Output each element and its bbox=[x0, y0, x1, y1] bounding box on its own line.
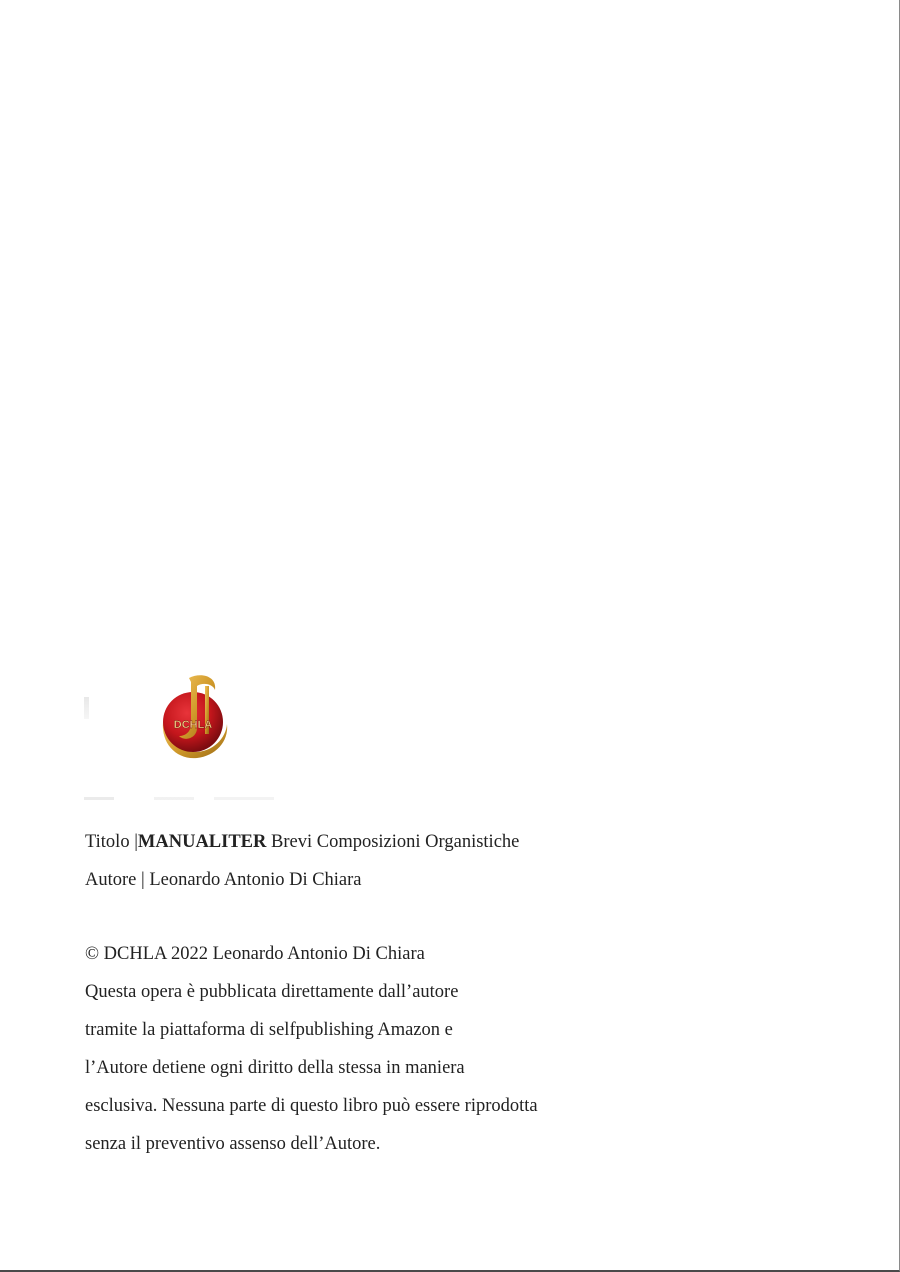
book-subtitle: Brevi Composizioni Organistiche bbox=[271, 832, 520, 852]
dchla-logo-icon bbox=[155, 672, 233, 762]
scan-artifact-mark bbox=[84, 697, 89, 719]
notice-line: senza il preventivo assenso dell’Autore. bbox=[85, 1134, 381, 1154]
notice-line: l’Autore detiene ogni diritto della stessa in maniera bbox=[85, 1058, 465, 1078]
copyright-line: © DCHLA 2022 Leonardo Antonio Di Chiara bbox=[85, 944, 425, 964]
notice-line: Questa opera è pubblicata direttamente dall’autore bbox=[85, 982, 459, 1002]
spacer bbox=[85, 899, 645, 935]
book-title: MANUALITER bbox=[137, 832, 267, 852]
credits-block bbox=[85, 823, 645, 1163]
notice-line: tramite la piattaforma di selfpublishing Amazon e bbox=[85, 1020, 453, 1040]
scan-artifact-line bbox=[84, 797, 274, 800]
title-label: Titolo | bbox=[85, 832, 138, 852]
title-line bbox=[85, 823, 645, 861]
notice-line: esclusiva. Nessuna parte di questo libro può essere riprodotta bbox=[85, 1096, 538, 1116]
svg-text:DCHLA: DCHLA bbox=[173, 719, 213, 731]
author-line: Autore | Leonardo Antonio Di Chiara bbox=[85, 870, 362, 890]
